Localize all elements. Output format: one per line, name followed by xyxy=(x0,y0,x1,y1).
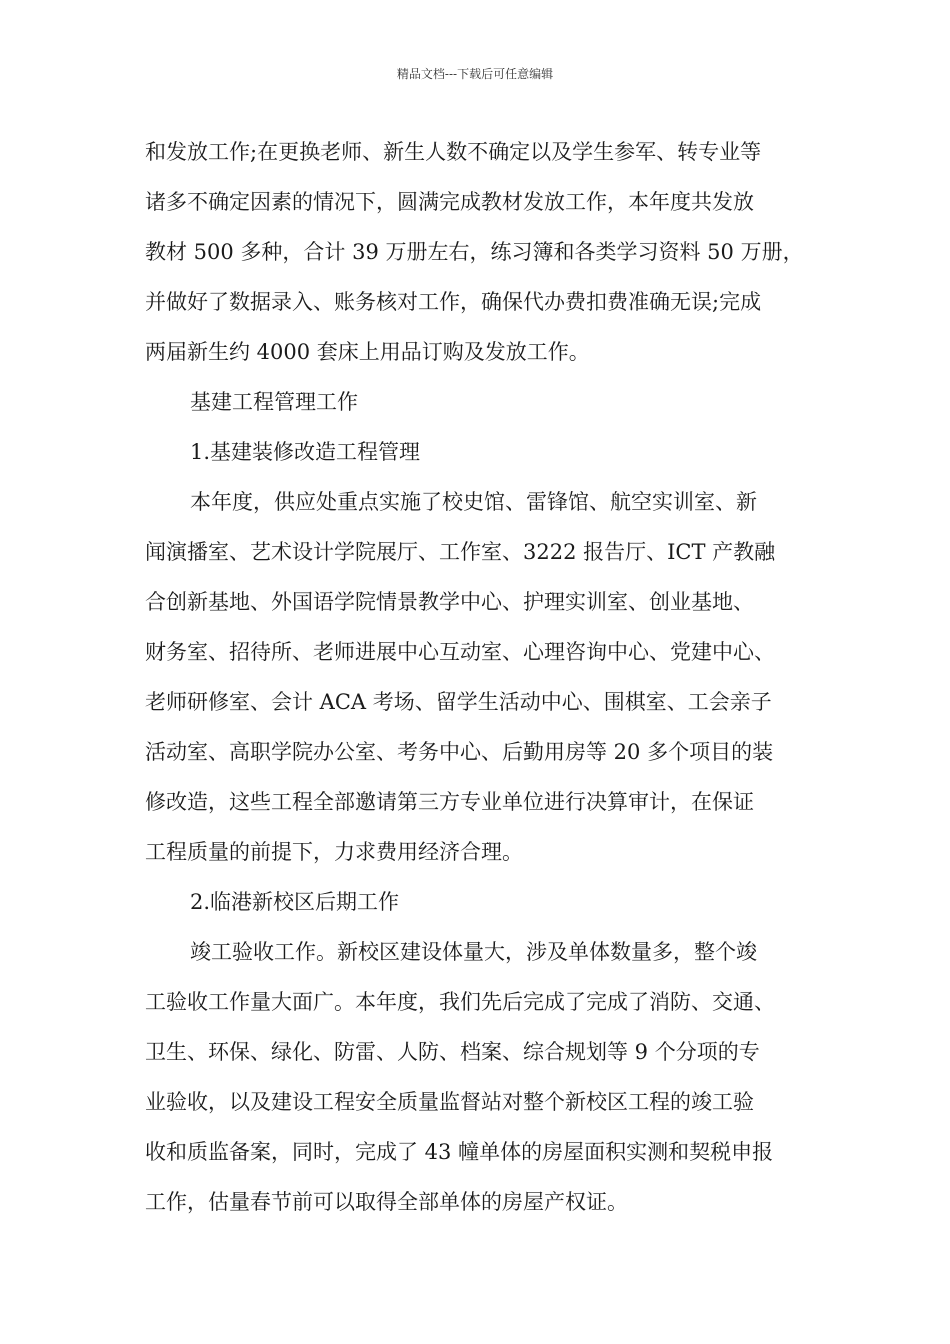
text-line: 闻演播室、艺术设计学院展厅、工作室、3222 报告厅、ICT 产教融 xyxy=(145,540,776,564)
text-line: 业验收，以及建设工程安全质量监督站对整个新校区工程的竣工验 xyxy=(145,1090,754,1114)
section-heading: 基建工程管理工作 xyxy=(190,390,358,414)
page-header: 精品文档---下载后可任意编辑 xyxy=(396,67,554,81)
text-line: 竣工验收工作。新校区建设体量大，涉及单体数量多，整个竣 xyxy=(190,940,757,964)
text-line: 并做好了数据录入、账务核对工作，确保代办费扣费准确无误;完成 xyxy=(145,290,762,314)
text-line: 卫生、环保、绿化、防雷、人防、档案、综合规划等 9 个分项的专 xyxy=(145,1040,760,1064)
text-line: 两届新生约 4000 套床上用品订购及发放工作。 xyxy=(145,340,590,364)
text-line: 财务室、招待所、老师进展中心互动室、心理咨询中心、党建中心、 xyxy=(145,640,775,664)
text-line: 工验收工作量大面广。本年度，我们先后完成了完成了消防、交通、 xyxy=(145,990,775,1014)
text-line: 老师研修室、会计 ACA 考场、留学生活动中心、围棋室、工会亲子 xyxy=(145,690,772,714)
text-line: 工程质量的前提下，力求费用经济合理。 xyxy=(145,840,523,864)
document-body xyxy=(145,135,825,1235)
text-line: 本年度，供应处重点实施了校史馆、雷锋馆、航空实训室、新 xyxy=(190,490,757,514)
subsection-heading: 1.基建装修改造工程管理 xyxy=(190,440,421,464)
text-line: 活动室、高职学院办公室、考务中心、后勤用房等 20 多个项目的装 xyxy=(145,740,774,764)
text-line: 和发放工作;在更换老师、新生人数不确定以及学生参军、转专业等 xyxy=(145,140,762,164)
text-line: 合创新基地、外国语学院情景教学中心、护理实训室、创业基地、 xyxy=(145,590,754,614)
text-line: 诸多不确定因素的情况下，圆满完成教材发放工作，本年度共发放 xyxy=(145,190,754,214)
subsection-heading: 2.临港新校区后期工作 xyxy=(190,890,400,914)
text-line: 教材 500 多种，合计 39 万册左右，练习簿和各类学习资料 50 万册， xyxy=(145,240,804,264)
text-line: 修改造，这些工程全部邀请第三方专业单位进行决算审计，在保证 xyxy=(145,790,754,814)
text-line: 收和质监备案，同时，完成了 43 幢单体的房屋面积实测和契税申报 xyxy=(145,1140,774,1164)
text-line: 工作，估量春节前可以取得全部单体的房屋产权证。 xyxy=(145,1190,628,1214)
